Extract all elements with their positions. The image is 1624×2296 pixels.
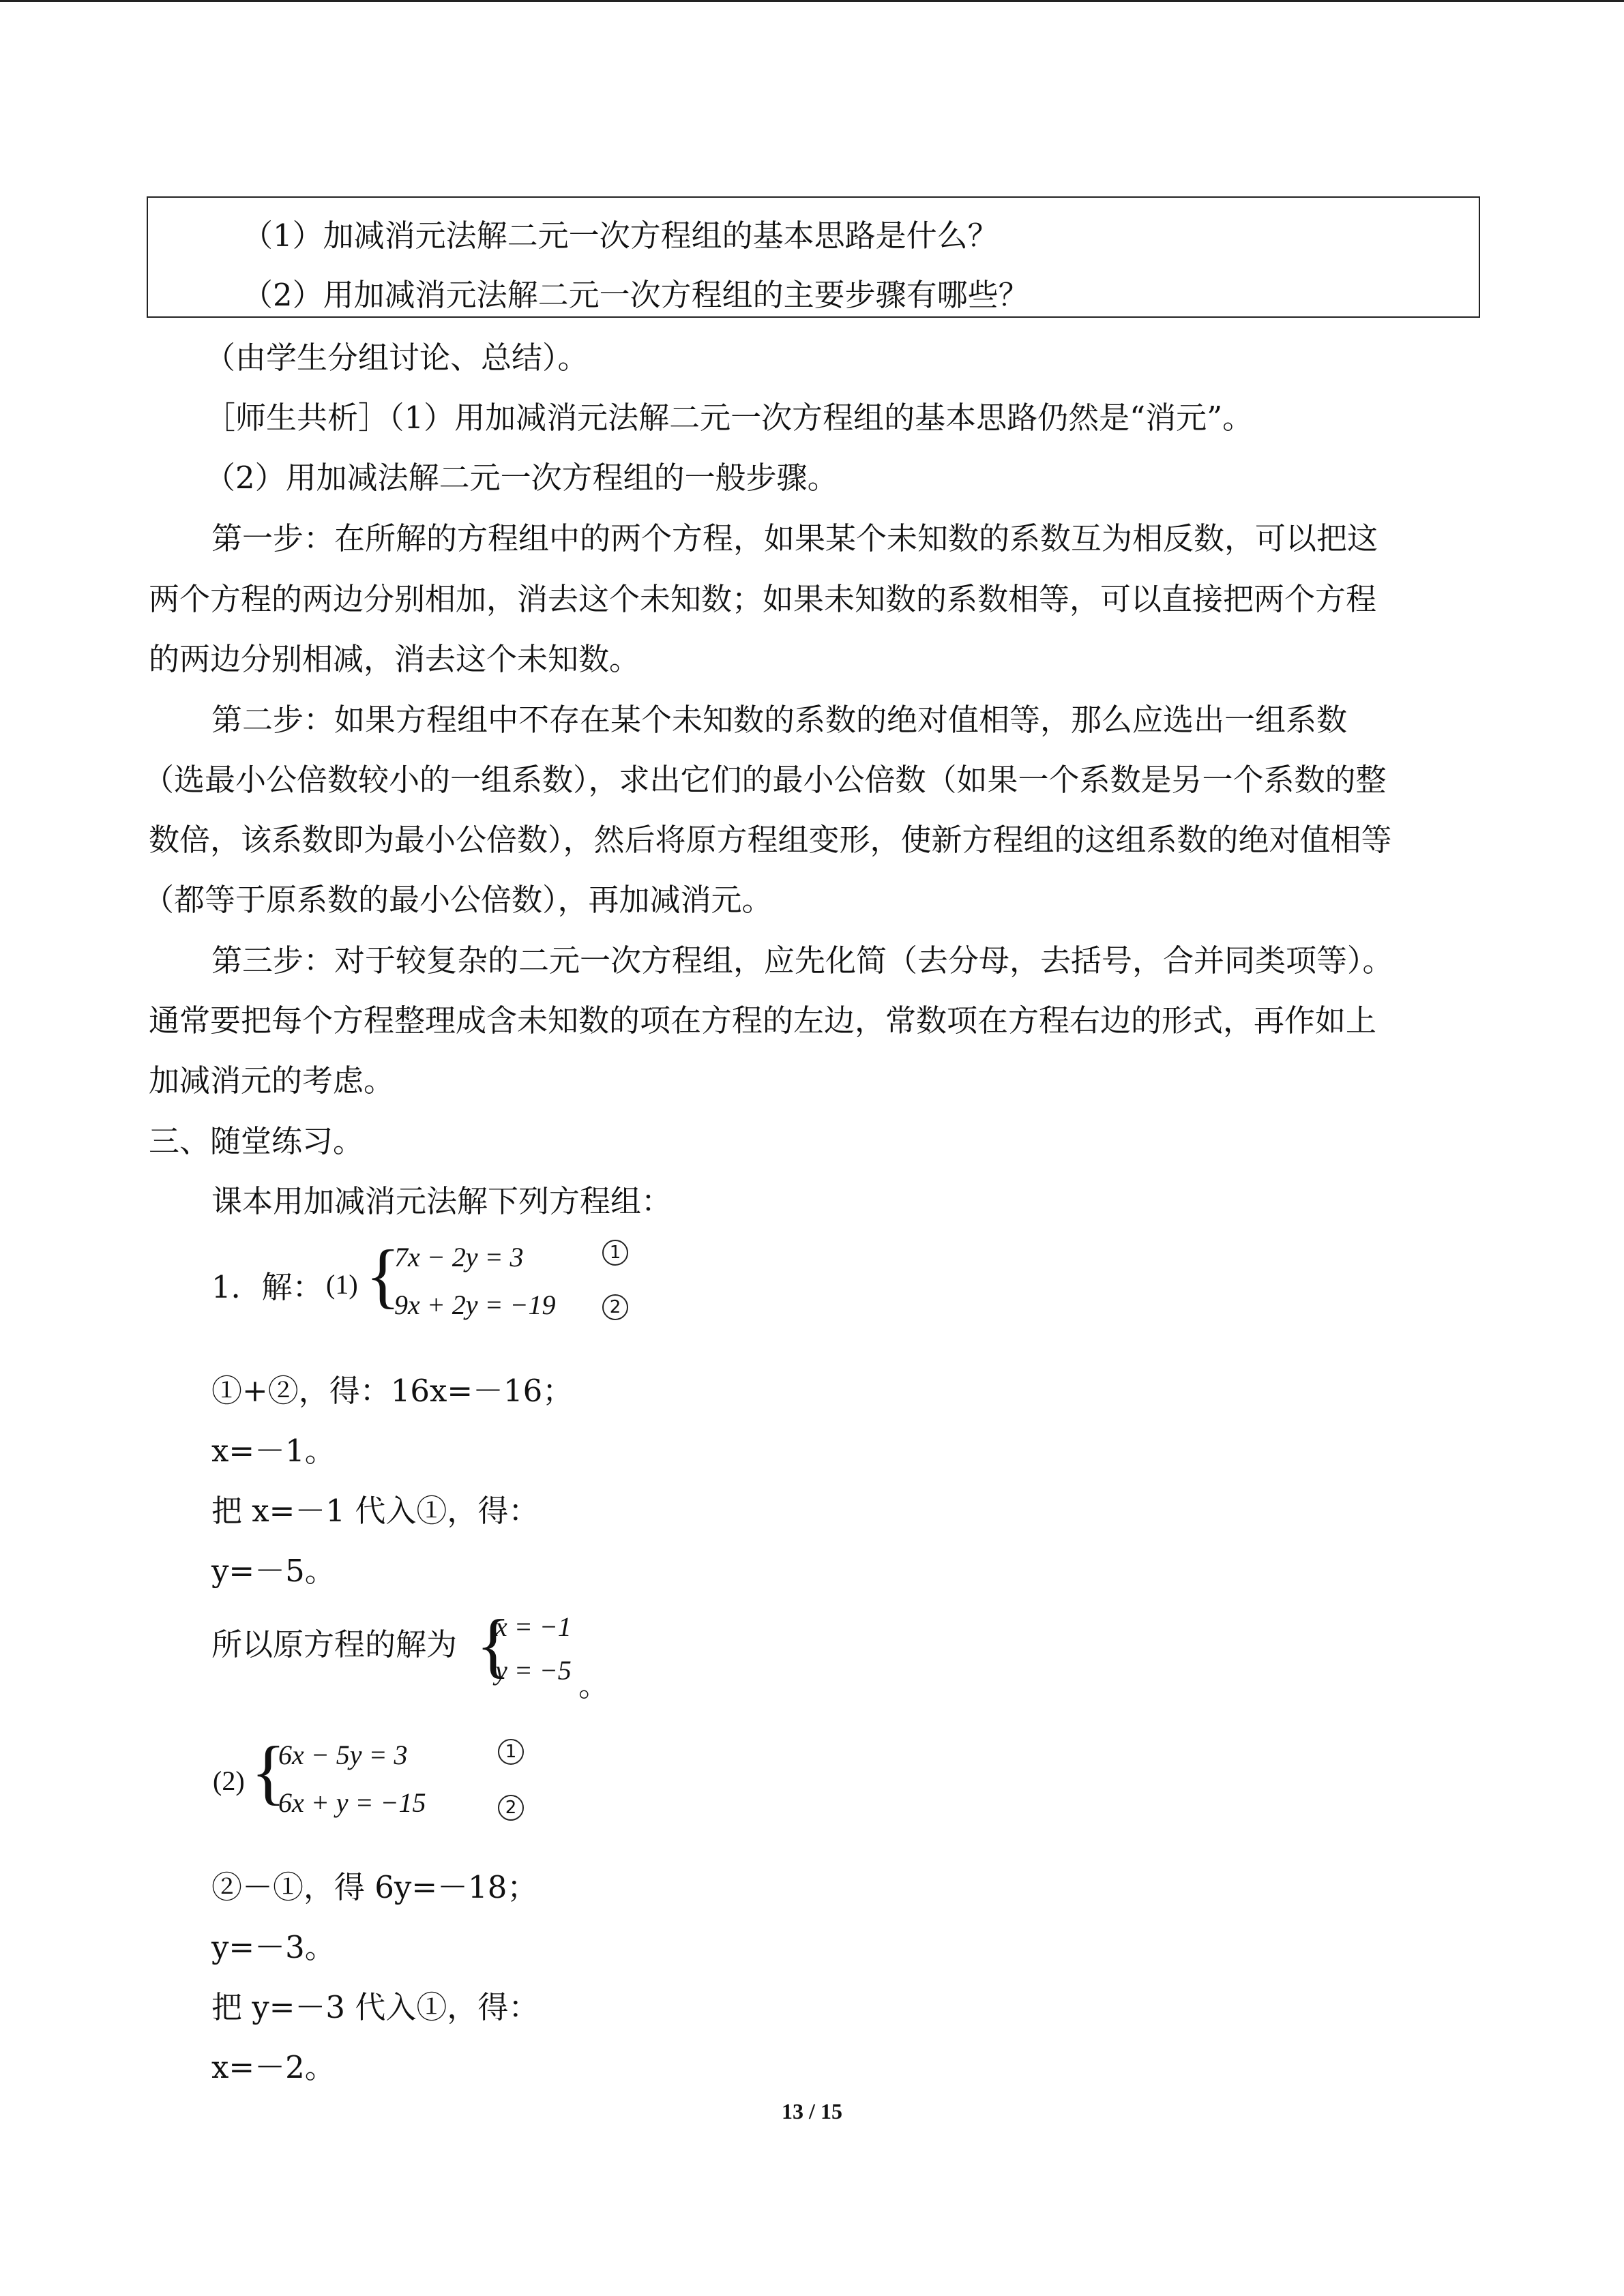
solution-step: y=－5。 bbox=[211, 1553, 336, 1589]
section-heading: 三、随堂练习。 bbox=[149, 1123, 364, 1159]
solution-step: ②－①，得 6y=－18； bbox=[211, 1869, 538, 1905]
step-1-line: 两个方程的两边分别相加，消去这个未知数；如果未知数的系数相等，可以直接把两个方程 bbox=[149, 581, 1377, 617]
step-3-line: 通常要把每个方程整理成含未知数的项在方程的左边，常数项在方程右边的形式，再作如上 bbox=[149, 1002, 1377, 1039]
paragraph: ［师生共析］（1）用加减消元法解二元一次方程组的基本思路仍然是“消元”。 bbox=[205, 400, 1254, 436]
solution-x: x = −1 bbox=[495, 1611, 572, 1642]
solution-step: ①+②，得：16x=－16； bbox=[211, 1373, 574, 1409]
solution-step: x=－2。 bbox=[211, 2049, 336, 2085]
top-border bbox=[0, 0, 1624, 2]
left-brace: { bbox=[366, 1236, 400, 1315]
circled-number-2: 2 bbox=[602, 1294, 628, 1320]
solution-prefix: 所以原方程的解为 bbox=[211, 1626, 458, 1663]
step-1-line: 第一步：在所解的方程组中的两个方程，如果某个未知数的系数互为相反数，可以把这 bbox=[211, 520, 1378, 556]
step-1-line: 的两边分别相减，消去这个未知数。 bbox=[149, 641, 640, 677]
solution-y: y = −5 bbox=[495, 1655, 572, 1686]
left-brace: { bbox=[251, 1732, 286, 1812]
step-3-line: 加减消元的考虑。 bbox=[149, 1062, 395, 1099]
step-2-line: （选最小公倍数较小的一组系数），求出它们的最小公倍数（如果一个系数是另一个系数的整 bbox=[143, 762, 1387, 798]
paragraph: （由学生分组讨论、总结）。 bbox=[205, 340, 589, 376]
solution-step: x=－1。 bbox=[211, 1433, 336, 1469]
paragraph: （2）用加减法解二元一次方程组的一般步骤。 bbox=[205, 460, 838, 496]
solution-step: 把 y=－3 代入①，得： bbox=[211, 1989, 540, 2025]
page-number: 13 / 15 bbox=[782, 2099, 842, 2123]
exercise-intro: 课本用加减消元法解下列方程组： bbox=[211, 1183, 673, 1219]
exercise-1-prefix: 1．解： bbox=[211, 1269, 323, 1305]
equation-1: 6x − 5y = 3 bbox=[278, 1740, 408, 1770]
circled-number-2: 2 bbox=[498, 1795, 524, 1821]
step-3-line: 第三步：对于较复杂的二元一次方程组，应先化简（去分母，去括号，合并同类项等）。 bbox=[211, 942, 1393, 979]
equation-2: 6x + y = −15 bbox=[278, 1787, 426, 1818]
solution-step: y=－3。 bbox=[211, 1929, 336, 1965]
equation-1: 7x − 2y = 3 bbox=[394, 1242, 524, 1272]
left-brace: { bbox=[476, 1605, 511, 1685]
equation-system-2 bbox=[213, 1729, 567, 1825]
step-2-line: （都等于原系数的最小公倍数），再加减消元。 bbox=[143, 882, 773, 918]
solution-period: 。 bbox=[578, 1667, 610, 1703]
equation-system-1 bbox=[326, 1233, 640, 1328]
circled-number-1: 1 bbox=[602, 1240, 628, 1266]
system-label: (1) bbox=[326, 1269, 358, 1300]
box-question-1: （1）加减消元法解二元一次方程组的基本思路是什么？ bbox=[242, 218, 999, 254]
circled-number-1: 1 bbox=[498, 1739, 524, 1765]
equation-2: 9x + 2y = −19 bbox=[394, 1289, 556, 1320]
step-2-line: 第二步：如果方程组中不存在某个未知数的系数的绝对值相等，那么应选出一组系数 bbox=[211, 702, 1348, 738]
step-2-line: 数倍，该系数即为最小公倍数），然后将原方程组变形，使新方程组的这组系数的绝对值相等 bbox=[149, 822, 1392, 858]
system-label: (2) bbox=[213, 1765, 245, 1796]
box-question-2: （2）用加减消元法解二元一次方程组的主要步骤有哪些？ bbox=[242, 277, 1029, 313]
solution-step: 把 x=－1 代入①，得： bbox=[211, 1493, 540, 1529]
